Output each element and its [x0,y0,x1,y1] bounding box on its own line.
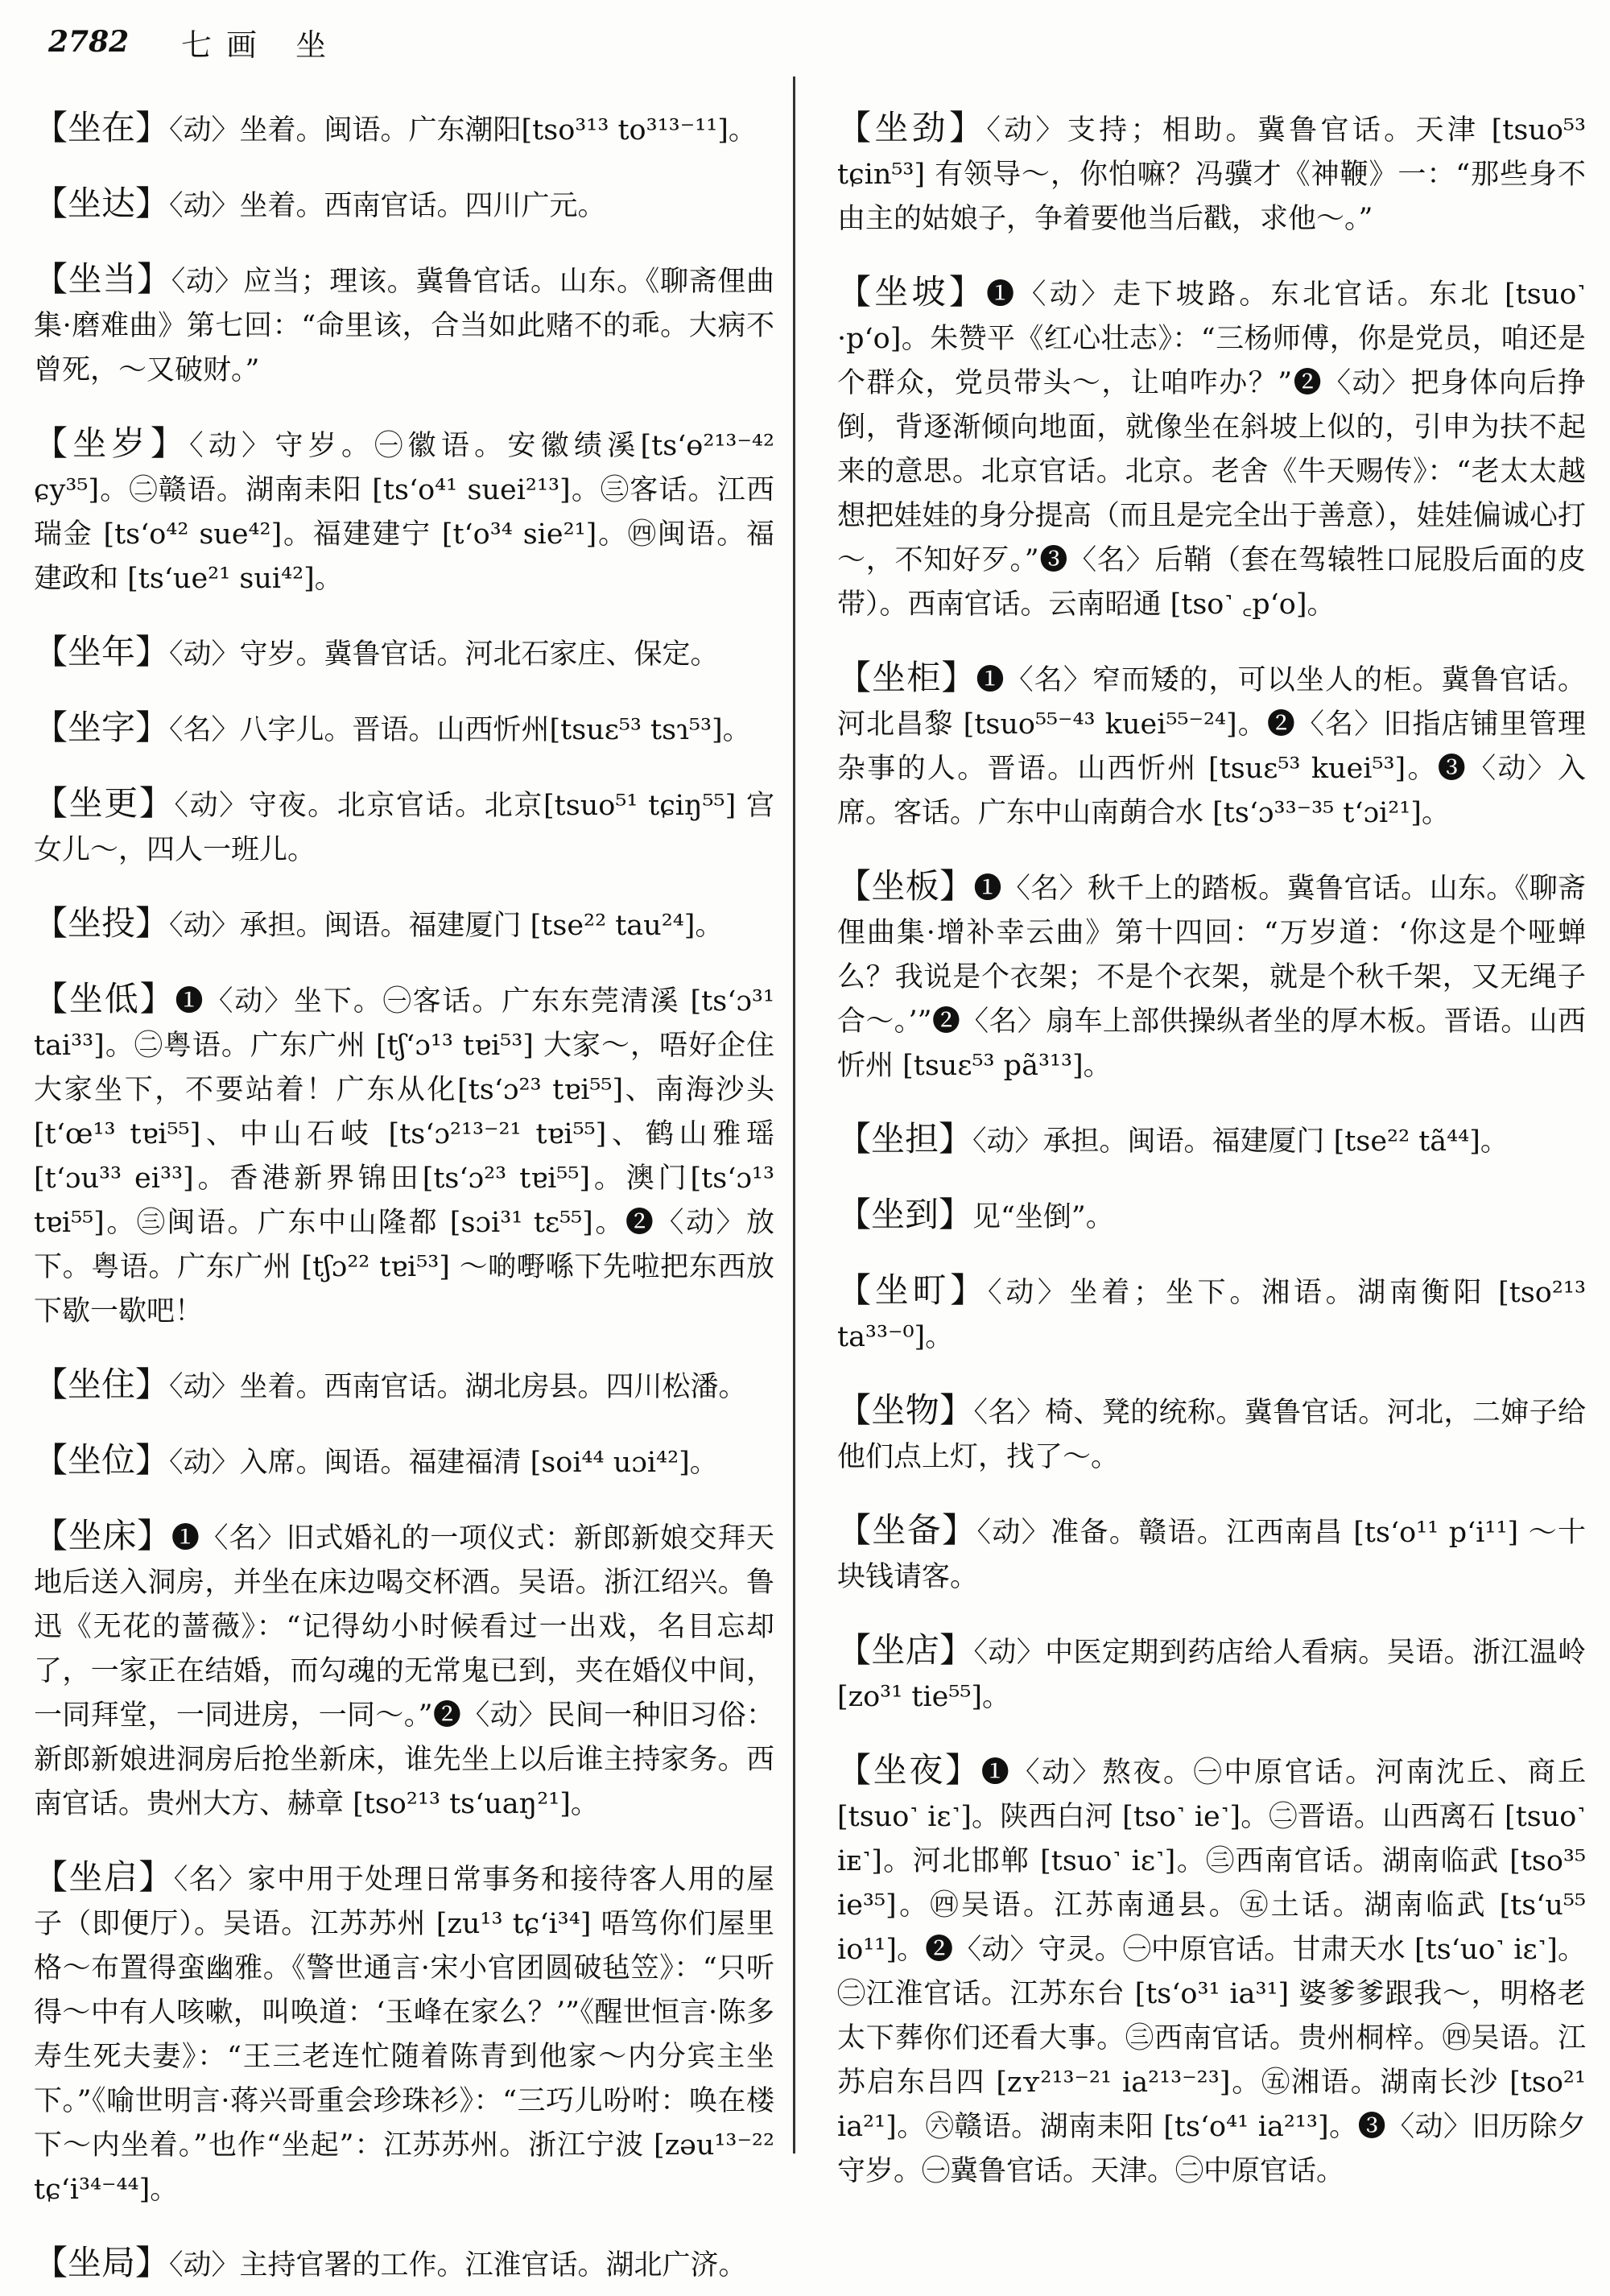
entry-definition: 〈动〉主持官署的工作。江淮官话。湖北广济。 [169,2249,747,2282]
chapter-title: 七画 坐 [181,27,341,63]
entry-headword: 【坐物】 [837,1390,974,1430]
entry-headword: 【坐更】 [34,783,175,823]
dictionary-entry [34,105,774,153]
entry-definition: ❶〈名〉窄而矮的，可以坐人的柜。冀鲁官话。河北昌黎 [tsuo⁵⁵⁻⁴³ kuei⁵⁵⁻²⁴]。❷〈名〉旧指店铺里管理杂事的人。晋语。山西忻州 [tsuɛ⁵³ kuei⁵³]。❸〈动〉入席。客话。广东中山南蓢合水 [tsʻɔ³³⁻³⁵ tʻɔi²¹]。 [837,664,1586,829]
entry-headword: 【坐备】 [837,1510,977,1550]
entry-definition: 〈动〉应当；理该。冀鲁官话。山东。《聊斋俚曲集·磨难曲》第七回：“命里该，合当如此赌不的乖。大病不曾死，～又破财。” [34,266,774,386]
entry-headword: 【坐板】 [837,866,974,906]
dictionary-entry [34,630,774,677]
column-divider [793,76,795,2154]
dictionary-entry [34,1362,774,1410]
page-number: 2782 [48,25,130,59]
entry-definition: 〈动〉守夜。北京官话。北京[tsuo⁵¹ tɕiŋ⁵⁵] 宫女儿～，四人一班儿。 [34,790,774,866]
entry-definition: ❶〈动〉走下坡路。东北官话。东北 [tsuo˺ ·pʻo]。朱赞平《红心壮志》：“三杨师傅，你是党员，咱还是个群众，党员带头～，让咱咋办？”❷〈动〉把身体向后挣倒，背逐渐倾向地面，就像坐在斜坡上似的，引申为扶不起来的意思。北京官话。北京。老舍《牛天赐传》：“老太太越想把娃娃的身分提高（而且是完全出于善意），娃娃偏诚心打～，不知好歹。”❸〈名〉后鞘（套在驾辕牲口屁股后面的皮带）。西南官话。云南昭通 [tso˺ ꜀pʻo]。 [837,279,1586,621]
entry-definition: 〈动〉中医定期到药店给人看病。吴语。浙江温岭 [zo³¹ tie⁵⁵]。 [837,1637,1586,1713]
dictionary-entry [837,105,1586,242]
entry-headword: 【坐担】 [837,1119,973,1158]
entry-headword: 【坐低】 [34,979,175,1018]
dictionary-entry [837,1192,1586,1240]
entry-headword: 【坐字】 [34,708,170,747]
entry-headword: 【坐住】 [34,1365,170,1404]
dictionary-entry [837,1508,1586,1600]
dictionary-entry [34,781,774,873]
entry-definition: 〈动〉准备。赣语。江西南昌 [tsʻo¹¹ pʻi¹¹] ～十块钱请客。 [837,1517,1586,1593]
dictionary-entry [34,257,774,393]
entry-definition: ❶〈动〉熬夜。㊀中原官话。河南沈丘、商丘 [tsuo˺ iɛ˺]。陕西白河 [tso˺ ie˺]。㊁晋语。山西离石 [tsuo˺ iᴇ˺]。河北邯郸 [tsuo˺ iɛ˺]。㊂西南官话。湖南临武 [tso³⁵ ie³⁵]。㊃吴语。江苏南通县。㊄土话。湖南临武 [tsʻu⁵⁵ io¹¹]。❷〈动〉守灵。㊀中原官话。甘肃天水 [tsʻuo˺ iɛ˺]。㊁江淮官话。江苏东台 [tsʻo³¹ ia³¹] 婆爹爹跟我～，明格老太下葬你们还看大事。㊂西南官话。贵州桐梓。㊃吴语。江苏启东吕四 [zʏ²¹³⁻²¹ ia²¹³⁻²³]。㊄湘语。湖南长沙 [tso²¹ ia²¹]。㊅赣语。湖南耒阳 [tsʻo⁴¹ ia²¹³]。❸〈动〉旧历除夕守岁。㊀冀鲁官话。天津。㊁中原官话。 [837,1757,1586,2187]
entry-headword: 【坐岁】 [34,423,190,463]
entry-definition: ❶〈名〉旧式婚礼的一项仪式：新郎新娘交拜天地后送入洞房，并坐在床边喝交杯酒。吴语。浙江绍兴。鲁迅《无花的蔷薇》：“记得幼小时候看过一出戏，名目忘却了，一家正在结婚，而勾魂的无常鬼已到，夹在婚仪中间，一同拜堂，一同进房，一同～。”❷〈动〉民间一种旧习俗：新郎新娘进洞房后抢坐新床，谁先坐上以后谁主持家务。西南官话。贵州大方、赫章 [tso²¹³ tsʻuaŋ²¹]。 [34,1522,774,1820]
dictionary-entry [34,977,774,1334]
left-column [34,77,774,2296]
entry-headword: 【坐店】 [837,1630,974,1670]
dictionary-entry [837,864,1586,1088]
dictionary-entry [34,2240,774,2288]
dictionary-entry [837,1117,1586,1164]
entry-headword: 【坐床】 [34,1516,171,1555]
dictionary-entry [34,901,774,948]
right-column [837,77,1586,2202]
entry-definition: 〈动〉承担。闽语。福建厦门 [tse²² tau²⁴]。 [169,910,724,942]
entry-headword: 【坐柜】 [837,658,976,697]
entry-headword: 【坐局】 [34,2243,170,2282]
entry-definition: 〈动〉坐着。闽语。广东潮阳[tso³¹³ to³¹³⁻¹¹]。 [169,114,757,147]
entry-definition: 见“坐倒”。 [972,1201,1114,1233]
entry-definition: 〈动〉入席。闽语。福建福清 [soi⁴⁴ uɔi⁴²]。 [169,1447,718,1479]
entry-headword: 【坐夜】 [837,1750,981,1790]
dictionary-entry [34,1438,774,1485]
page-header [48,18,341,66]
entry-definition: 〈名〉八字儿。晋语。山西忻州[tsuɛ⁵³ tsɿ⁵³]。 [169,714,751,746]
entry-headword: 【坐坡】 [837,272,987,312]
entry-headword: 【坐投】 [34,903,170,943]
entry-definition: 〈动〉守岁。㊀徽语。安徽绩溪[tsʻɵ²¹³⁻⁴² ɕy³⁵]。㊁赣语。湖南耒阳 [tsʻo⁴¹ suei²¹³]。㊂客话。江西瑞金 [tsʻo⁴² sue⁴²]。福建建宁 [tʻo³⁴ sie²¹]。㊃闽语。福建政和 [tsʻue²¹ sui⁴²]。 [34,430,774,595]
dictionary-entry [34,181,774,229]
entry-definition: 〈名〉家中用于处理日常事务和接待客人用的屋子（即便厅）。吴语。江苏苏州 [zu¹³ tɕʻi³⁴] 唔笃你们屋里格～布置得蛮幽雅。《警世通言·宋小官团圆破毡笠》：“只听得～中有人咳嗽，叫唤道：‘玉峰在家么？’”《醒世恒言·陈多寿生死夫妻》：“王三老连忙随着陈青到他家～内分宾主坐下。”《喻世明言·蒋兴哥重会珍珠衫》：“三巧儿吩咐：唤在楼下～内坐着。”也作“坐起”：江苏苏州。浙江宁波 [zəu¹³⁻²² tɕʻi³⁴⁻⁴⁴]。 [34,1864,774,2206]
entry-definition: 〈动〉守岁。冀鲁官话。河北石家庄、保定。 [169,638,719,671]
entry-definition: 〈名〉椅、凳的统称。冀鲁官话。河北，二婶子给他们点上灯，找了～。 [837,1397,1586,1473]
dictionary-entry [837,1628,1586,1720]
entry-definition: 〈动〉坐着。西南官话。四川广元。 [169,190,606,222]
entry-headword: 【坐达】 [34,184,170,223]
dictionary-entry [837,270,1586,627]
entry-headword: 【坐劲】 [837,108,987,147]
dictionary-entry [34,421,774,601]
entry-definition: 〈动〉坐着。西南官话。湖北房县。四川松潘。 [169,1371,747,1403]
entry-headword: 【坐到】 [837,1195,973,1234]
entry-headword: 【坐启】 [34,1857,174,1897]
entry-definition: ❶〈名〉秋千上的踏板。冀鲁官话。山东。《聊斋俚曲集·增补幸云曲》第十四回：“万岁道：‘你这是个哑蝉么？我说是个衣架；不是个衣架，就是个秋千架，又无绳子合～。’”❷〈名〉扇车上部供操纵者坐的厚木板。晋语。山西忻州 [tsuɛ⁵³ pã³¹³]。 [837,873,1586,1082]
entry-definition: 〈动〉支持；相助。冀鲁官话。天津 [tsuo⁵³ tɕin⁵³] 有领导～，你怕嘛？冯骥才《神鞭》一：“那些身不由主的姑娘子，争着要他当后戳，求他～。” [837,114,1586,235]
dictionary-entry [34,1855,774,2212]
entry-headword: 【坐位】 [34,1440,170,1480]
entry-headword: 【坐当】 [34,259,171,299]
entry-definition: ❶〈动〉坐下。㊀客话。广东东莞清溪 [tsʻɔ³¹ tai³³]。㊁粤语。广东广州 [tʃʻɔ¹³ tɐi⁵³] 大家～，唔好企住大家坐下，不要站着！广东从化[tsʻɔ²³ tɐi⁵⁵]、南海沙头 [tʻœ¹³ tɐi⁵⁵]、中山石岐 [tsʻɔ²¹³⁻²¹ tɐi⁵⁵]、鹤山雅瑶[tʻɔu³³ ei³³]。香港新界锦田[tsʻɔ²³ tɐi⁵⁵]。澳门[tsʻɔ¹³ tɐi⁵⁵]。㊂闽语。广东中山隆都 [sɔi³¹ tɛ⁵⁵]。❷〈动〉放下。粤语。广东广州 [tʃɔ²² tɐi⁵³] ～啲嘢喺下先啦把东西放下歇一歇吧！ [34,985,774,1328]
entry-definition: 〈动〉承担。闽语。福建厦门 [tse²² tã⁴⁴]。 [972,1125,1509,1158]
dictionary-entry [837,1748,1586,2194]
dictionary-entry [837,1388,1586,1480]
dictionary-entry [837,1268,1586,1360]
entry-definition: 〈动〉坐着；坐下。湘语。湖南衡阳 [tso²¹³ ta³³⁻⁰]。 [837,1277,1586,1353]
entry-headword: 【坐在】 [34,108,170,147]
entry-headword: 【坐年】 [34,632,170,671]
entry-headword: 【坐町】 [837,1270,988,1310]
dictionary-entry [837,655,1586,836]
dictionary-entry [34,1513,774,1827]
dictionary-entry [34,705,774,753]
